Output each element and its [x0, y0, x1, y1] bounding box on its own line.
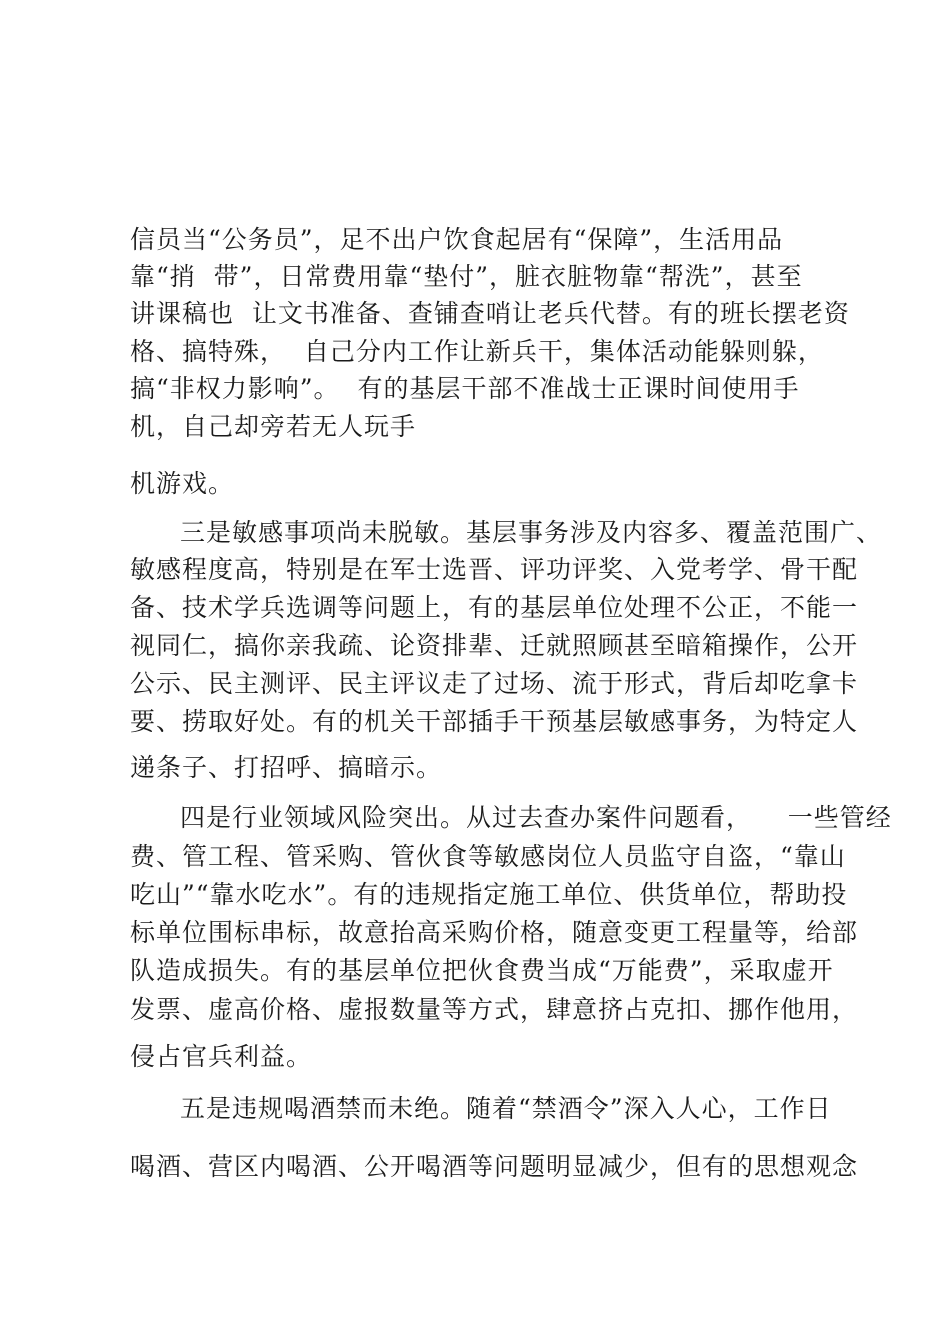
- text-line: 喝酒、营区内喝酒、公开喝酒等问题明显减少，但有的思想观念: [130, 1152, 859, 1181]
- paragraph-heading-line: 三是敏感事项尚未脱敏。基层事务涉及内容多、覆盖范围广、: [180, 518, 883, 547]
- paragraph-heading-line: 五是违规喝酒禁而未绝。随着“禁酒令”深入人心，工作日: [180, 1094, 832, 1123]
- text-line: 视同仁，搞你亲我疏、论资排辈、迁就照顾甚至暗箱操作，公开: [130, 631, 859, 660]
- text-line: 信员当“公务员”，足不出户饮食起居有“保障”，生活用品: [130, 225, 784, 254]
- text-line: 机，自己却旁若无人玩手: [130, 412, 417, 441]
- text-line: 要、捞取好处。有的机关干部插手干预基层敏感事务，为特定人: [130, 707, 859, 736]
- text-line: 敏感程度高，特别是在军士选晋、评功评奖、入党考学、骨干配: [130, 555, 859, 584]
- text-line: 吃山”“靠水吃水”。有的违规指定施工单位、供货单位，帮助投: [130, 880, 848, 909]
- text-line: 机游戏。: [130, 469, 235, 498]
- text-line: 标单位围标串标，故意抬高采购价格，随意变更工程量等，给部: [130, 918, 859, 947]
- text-line: 备、技术学兵选调等问题上，有的基层单位处理不公正，不能一: [130, 593, 859, 622]
- text-line: 费、管工程、管采购、管伙食等敏感岗位人员监守自盗，“靠山: [130, 842, 846, 871]
- text-line: 递条子、打招呼、搞暗示。: [130, 753, 443, 782]
- text-line: 侵占官兵利益。: [130, 1042, 313, 1071]
- paragraph-heading-line: 四是行业领域风险突出。从过去查办案件问题看， 一些管经: [180, 803, 892, 832]
- text-line: 队造成损失。有的基层单位把伙食费当成“万能费”，采取虚开: [130, 956, 834, 985]
- text-line: 讲课稿也 让文书准备、查铺查哨让老兵代替。有的班长摆老资: [130, 299, 850, 328]
- text-line: 格、搞特殊， 自己分内工作让新兵干，集体活动能躲则躲，: [130, 337, 824, 366]
- text-line: 发票、虚高价格、虚报数量等方式，肆意挤占克扣、挪作他用，: [130, 995, 859, 1024]
- text-line: 搞“非权力影响”。 有的基层干部不准战士正课时间使用手: [130, 374, 800, 403]
- text-line: 公示、民主测评、民主评议走了过场、流于形式，背后却吃拿卡: [130, 669, 859, 698]
- text-line: 靠“捎 带”，日常费用靠“垫付”，脏衣脏物靠“帮洗”，甚至: [130, 262, 803, 291]
